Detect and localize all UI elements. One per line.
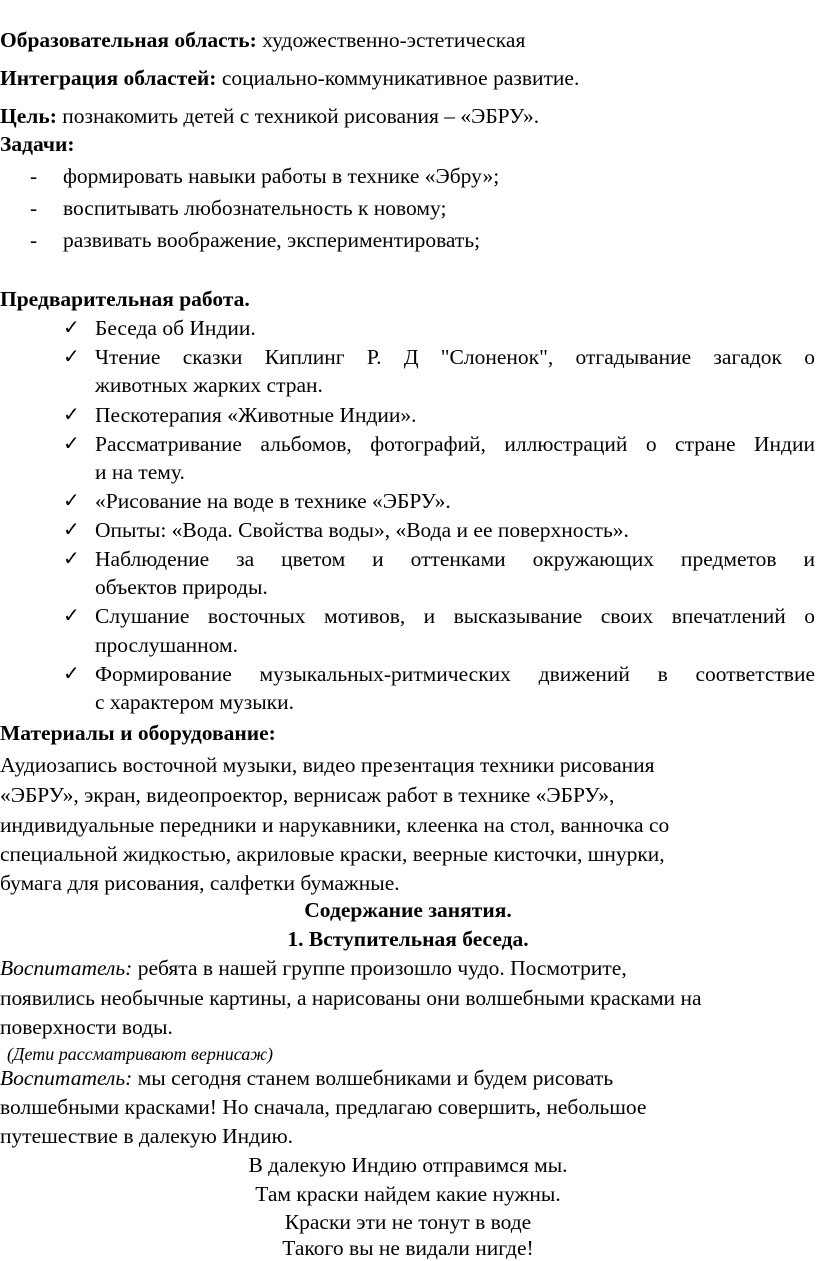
goal-label: Цель:	[0, 104, 57, 128]
prelim-item-text: прослушанном.	[95, 633, 238, 657]
goal-value: познакомить детей с техникой рисования – «ЭБРУ».	[56, 104, 540, 128]
materials-line: специальной жидкостью, акриловые краски, веерные кисточки, шнурки,	[0, 842, 665, 866]
dash-bullet: -	[30, 228, 38, 252]
goal-line	[0, 103, 539, 129]
educational-area-label: Образовательная область:	[0, 28, 257, 52]
teacher-speech-line: появились необычные картины, а нарисованы они волшебными красками на	[0, 986, 702, 1010]
checkmark-icon: ✓	[63, 663, 80, 685]
integration-line	[0, 65, 579, 91]
checkmark-icon: ✓	[63, 404, 80, 426]
materials-heading: Материалы и оборудование:	[0, 721, 276, 745]
dash-bullet: -	[30, 196, 38, 220]
checkmark-icon: ✓	[63, 605, 80, 627]
teacher-speech: мы сегодня станем волшебниками и будем рисовать	[132, 1066, 614, 1090]
materials-line: Аудиозапись восточной музыки, видео презентация техники рисования	[0, 753, 655, 777]
prelim-item-text: с характером музыки.	[95, 690, 295, 714]
task-text: воспитывать любознательность к новому;	[63, 196, 447, 220]
prelim-item-text: Рассматривание альбомов, фотографий, иллюстраций о стране Индии	[95, 432, 815, 456]
poem-line: В далекую Индию отправимся мы.	[248, 1153, 568, 1177]
educational-area-line	[0, 27, 525, 53]
speaker-label: Воспитатель:	[0, 1066, 133, 1090]
prelim-item-text: Наблюдение за цветом и оттенками окружающих предметов и	[95, 547, 815, 571]
integration-value: социально-коммуникативное развитие.	[216, 66, 580, 90]
checkmark-icon: ✓	[63, 490, 80, 512]
poem-line: Такого вы не видали нигде!	[282, 1236, 534, 1260]
teacher-speech-line: волшебными красками! Но сначала, предлагаю совершить, небольшое	[0, 1095, 647, 1119]
teacher-speech-line: поверхности воды.	[0, 1015, 173, 1039]
section-heading-intro: 1. Вступительная беседа.	[287, 927, 529, 951]
teacher-speech: ребята в нашей группе произошло чудо. Посмотрите,	[132, 956, 627, 980]
prelim-item-text: животных жарких стран.	[95, 373, 323, 397]
teacher-speech-line: путешествие в далекую Индию.	[0, 1124, 294, 1148]
prelim-item-text: «Рисование на воде в технике «ЭБРУ».	[95, 489, 451, 513]
prelim-heading: Предварительная работа.	[0, 287, 250, 311]
checkmark-icon: ✓	[63, 317, 80, 339]
poem-line: Там краски найдем какие нужны.	[255, 1182, 561, 1206]
task-text: развивать воображение, экспериментировать;	[63, 228, 481, 252]
stage-direction-note: (Дети рассматривают вернисаж)	[7, 1044, 274, 1064]
integration-label: Интеграция областей:	[0, 66, 217, 90]
prelim-item-text: Беседа об Индии.	[95, 316, 256, 340]
prelim-item-text: Формирование музыкальных-ритмических движений в соответствие	[95, 662, 815, 686]
prelim-item-text: Чтение сказки Киплинг Р. Д "Слоненок", отгадывание загадок о	[95, 345, 815, 369]
lesson-content-heading: Содержание занятия.	[304, 898, 512, 922]
poem-line: Краски эти не тонут в воде	[284, 1210, 532, 1234]
speaker-label: Воспитатель:	[0, 956, 133, 980]
prelim-item-text: Слушание восточных мотивов, и высказывание своих впечатлений о	[95, 604, 815, 628]
materials-line: «ЭБРУ», экран, видеопроектор, вернисаж работ в технике «ЭБРУ»,	[0, 783, 615, 807]
educational-area-value: художественно-эстетическая	[256, 28, 526, 52]
prelim-item-text: Опыты: «Вода. Свойства воды», «Вода и ее поверхность».	[95, 518, 629, 542]
task-text: формировать навыки работы в технике «Эбру»;	[63, 164, 500, 188]
tasks-heading: Задачи:	[0, 132, 75, 156]
teacher-line	[0, 955, 627, 981]
prelim-item-text: Пескотерапия «Животные Индии».	[95, 403, 417, 427]
dash-bullet: -	[30, 164, 38, 188]
prelim-item-text: и на тему.	[95, 460, 185, 484]
checkmark-icon: ✓	[63, 548, 80, 570]
teacher-line	[0, 1065, 613, 1091]
checkmark-icon: ✓	[63, 519, 80, 541]
checkmark-icon: ✓	[63, 346, 80, 368]
materials-line: бумага для рисования, салфетки бумажные.	[0, 871, 400, 895]
materials-line: индивидуальные передники и нарукавники, клеенка на стол, ванночка со	[0, 813, 670, 837]
checkmark-icon: ✓	[63, 433, 80, 455]
prelim-item-text: объектов природы.	[95, 575, 268, 599]
